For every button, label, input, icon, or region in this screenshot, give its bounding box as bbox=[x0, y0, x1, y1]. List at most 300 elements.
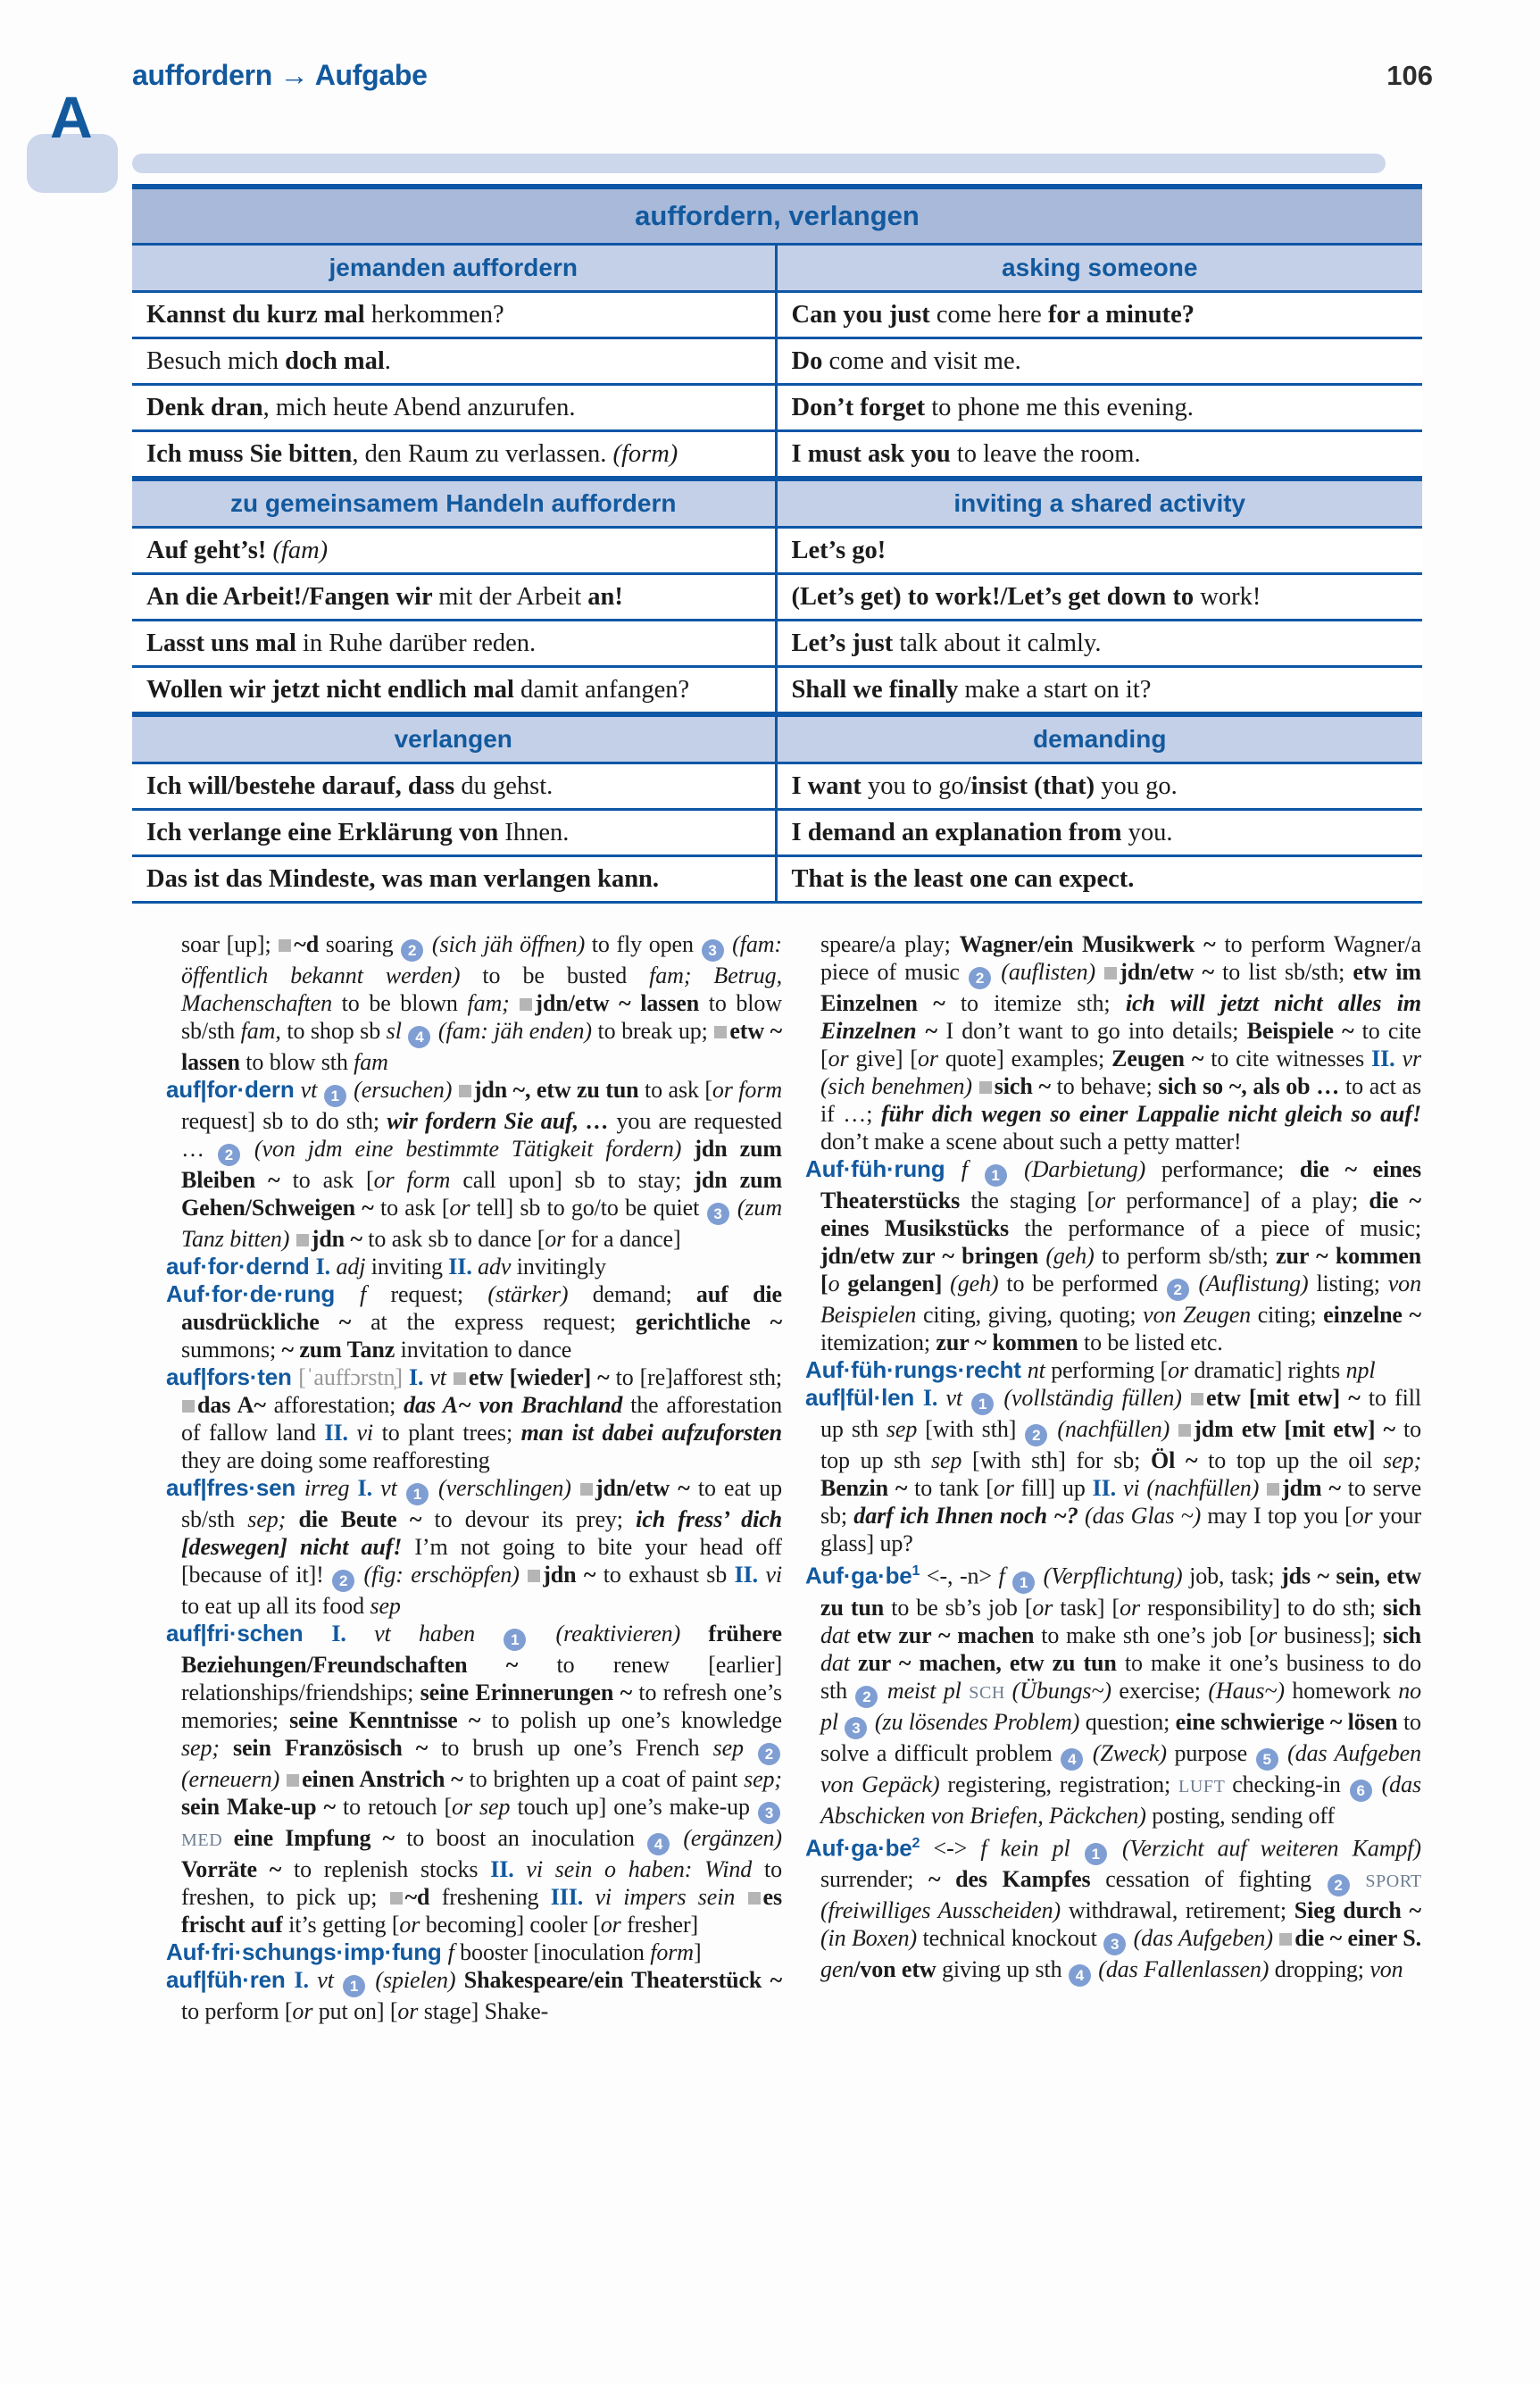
text-run: to behave; bbox=[1056, 1073, 1159, 1099]
text-run: to leave the room. bbox=[956, 440, 1141, 468]
text-run: (Darbietung) bbox=[1008, 1156, 1161, 1182]
text-run: sep bbox=[712, 1735, 757, 1761]
sense-number-badge: 1 bbox=[406, 1483, 429, 1505]
text-run: to perform [ bbox=[181, 1998, 293, 2024]
text-run: (das Abschicken von Briefen, Päckchen) bbox=[820, 1771, 1421, 1829]
text-run: Ich verlange eine Erklärung von bbox=[146, 819, 505, 846]
text-run: vt haben bbox=[374, 1621, 504, 1646]
collocation-square-icon bbox=[748, 1892, 761, 1905]
text-run: etw ~ lassen bbox=[181, 1018, 782, 1075]
text-run: talk about it calmly. bbox=[899, 629, 1102, 657]
text-run: becoming] cooler [ bbox=[425, 1912, 601, 1938]
text-run: jdm etw [mit etw] ~ bbox=[1194, 1416, 1403, 1442]
text-run: vi sein o haben: Wind bbox=[526, 1856, 764, 1882]
text-run: call upon] sb to stay; bbox=[462, 1167, 695, 1193]
text-run: (Zweck) bbox=[1085, 1739, 1175, 1766]
text-run: posting, sending off bbox=[1152, 1802, 1336, 1829]
text-run: performing [ bbox=[1051, 1357, 1169, 1383]
text-run: MED bbox=[181, 1830, 234, 1850]
text-run: I. bbox=[922, 1385, 946, 1411]
text-run: etw im Einzelnen ~ bbox=[820, 959, 1421, 1016]
text-run: III. bbox=[550, 1884, 595, 1910]
text-run: surrender; bbox=[820, 1866, 929, 1893]
text-run: stage] Shake- bbox=[423, 1998, 549, 2024]
text-run: to break up; bbox=[597, 1018, 714, 1044]
text-run: the afforestation of fallow land bbox=[181, 1392, 782, 1446]
text-run: vt bbox=[945, 1385, 971, 1411]
text-run: <-, -n> bbox=[920, 1563, 999, 1589]
text-run: Beispiele ~ bbox=[1246, 1018, 1362, 1044]
text-run: performance] of a play; bbox=[1126, 1188, 1369, 1213]
text-run: Auf geht’s! bbox=[146, 537, 273, 564]
text-run: sep bbox=[930, 1447, 973, 1473]
running-head-words: auffordern → Aufgabe bbox=[132, 59, 428, 91]
table-cell-de bbox=[132, 575, 778, 619]
text-run: Benzin ~ bbox=[820, 1475, 915, 1501]
text-run: freshening bbox=[441, 1884, 551, 1910]
text-run: to replenish stocks bbox=[293, 1856, 491, 1882]
text-run: (vollständig füllen) bbox=[995, 1385, 1190, 1411]
text-run: request] sb to do sth; bbox=[181, 1108, 387, 1134]
table-title: auffordern, verlangen bbox=[132, 189, 1422, 243]
sense-number-badge: 3 bbox=[845, 1717, 867, 1739]
text-run: soaring bbox=[325, 931, 401, 957]
text-run: to phone me this evening. bbox=[931, 394, 1194, 421]
text-run: make a start on it? bbox=[964, 676, 1152, 704]
collocation-square-icon bbox=[979, 1081, 992, 1094]
text-run: Auf·for·de·rung bbox=[166, 1280, 361, 1307]
table-body bbox=[132, 243, 1422, 904]
text-run: II. bbox=[734, 1562, 766, 1588]
page-number: 106 bbox=[1386, 60, 1433, 91]
text-run: adv bbox=[478, 1254, 517, 1280]
text-run: (geh) bbox=[950, 1271, 1007, 1296]
text-run: eine schwierige ~ lösen bbox=[1175, 1708, 1403, 1735]
text-run: Auf·ga·be bbox=[805, 1834, 912, 1862]
dictionary-entry bbox=[805, 1155, 1421, 1356]
text-run: (Übungs~) bbox=[1011, 1677, 1120, 1704]
text-run: to be blown bbox=[341, 990, 468, 1016]
text-run: die ~ einer S. bbox=[1294, 1925, 1421, 1952]
text-run: summons; bbox=[181, 1337, 282, 1363]
text-run: to shop sb bbox=[287, 1018, 387, 1044]
text-run: or bbox=[828, 1046, 856, 1071]
text-run: Shall we finally bbox=[791, 676, 965, 704]
text-run: jdn/etw ~ lassen bbox=[535, 990, 709, 1016]
text-run: auf die ausdrückliche ~ bbox=[181, 1281, 782, 1335]
sense-number-badge: 6 bbox=[1350, 1780, 1372, 1802]
text-run: touch up] one’s make-up bbox=[517, 1794, 758, 1820]
text-run: /von etw bbox=[853, 1956, 943, 1983]
text-run: to be busted bbox=[482, 963, 650, 988]
text-run: [with sth] for sb; bbox=[972, 1447, 1151, 1473]
text-run: auf|for·dern bbox=[166, 1076, 301, 1103]
dictionary-entry bbox=[166, 1966, 782, 2025]
text-run: to devour its prey; bbox=[434, 1506, 637, 1532]
text-run: registering, registration; bbox=[947, 1771, 1179, 1797]
text-run: give] [ bbox=[855, 1046, 918, 1071]
text-run: jdm ~ bbox=[1282, 1475, 1348, 1501]
text-run: sein Make-up ~ bbox=[181, 1794, 344, 1820]
text-run: vi (nachfüllen) bbox=[1122, 1475, 1267, 1501]
text-run: adj bbox=[336, 1254, 371, 1280]
text-run: cessation of fighting bbox=[1105, 1866, 1327, 1893]
text-run: technical knockout bbox=[922, 1925, 1103, 1952]
text-run: Zeugen ~ bbox=[1111, 1046, 1211, 1071]
text-run: f bbox=[360, 1281, 391, 1307]
text-run: to solve a difficult problem bbox=[820, 1708, 1421, 1766]
table-cell-en bbox=[778, 339, 1423, 383]
text-run: npl bbox=[1345, 1357, 1376, 1383]
text-run: einzelne ~ bbox=[1323, 1302, 1421, 1328]
text-run: sich ~ bbox=[994, 1073, 1057, 1099]
section-header-de: jemanden auffordern bbox=[132, 246, 778, 290]
text-run: to top up the oil bbox=[1208, 1447, 1384, 1473]
text-run: irreg bbox=[304, 1475, 358, 1501]
text-run: in Ruhe darüber reden. bbox=[303, 629, 537, 657]
text-run: for a dance] bbox=[570, 1226, 681, 1252]
text-run: itemization; bbox=[820, 1330, 936, 1355]
text-run: to make it one’s business to do sth bbox=[820, 1649, 1421, 1704]
text-run: ich fress’ dich [deswegen] nicht auf! bbox=[181, 1506, 782, 1560]
table-cell-en bbox=[778, 764, 1423, 808]
text-run: (auflisten) bbox=[993, 959, 1104, 985]
section-header-de: verlangen bbox=[132, 717, 778, 762]
text-run: to brush up one’s French bbox=[441, 1735, 713, 1761]
text-run: may I top you [ bbox=[1207, 1503, 1353, 1529]
table-cell-de bbox=[132, 857, 778, 901]
table-cell-en bbox=[778, 811, 1423, 854]
text-run: f bbox=[998, 1563, 1012, 1589]
dictionary-entry bbox=[805, 1384, 1421, 1557]
table-row bbox=[132, 811, 1422, 857]
text-run: (fam: jäh enden) bbox=[432, 1018, 598, 1044]
text-run: Ich muss Sie bitten bbox=[146, 440, 353, 468]
text-run: jds ~ sein, etw zu tun bbox=[820, 1563, 1421, 1621]
text-run: citing; bbox=[1257, 1302, 1324, 1328]
text-run: to exhaust sb bbox=[603, 1562, 735, 1588]
collocation-square-icon bbox=[580, 1483, 593, 1496]
text-run: II. bbox=[1092, 1475, 1123, 1501]
text-run: put on] [ bbox=[318, 1998, 398, 2024]
text-run: (ersuchen) bbox=[347, 1077, 458, 1103]
text-run: That is the least one can expect. bbox=[791, 865, 1135, 893]
text-run: sep; bbox=[1383, 1447, 1421, 1473]
text-run: responsibility] to do sth; bbox=[1147, 1594, 1384, 1621]
sense-number-badge: 2 bbox=[969, 967, 991, 989]
text-run: or bbox=[292, 1998, 319, 2024]
sense-number-badge: 2 bbox=[218, 1144, 240, 1166]
text-run: jdn/etw ~ bbox=[1120, 959, 1223, 985]
text-run: Besuch mich bbox=[146, 347, 286, 375]
text-run: or bbox=[1352, 1503, 1379, 1529]
text-run: request; bbox=[390, 1281, 488, 1307]
text-run: Let’s just bbox=[791, 629, 900, 657]
text-run: frühere Beziehungen/Freundschaften ~ bbox=[181, 1621, 782, 1678]
text-run: ich will jetzt nicht alles im Einzelnen ~ bbox=[820, 990, 1421, 1044]
text-run: (verschlingen) bbox=[429, 1475, 579, 1501]
text-run: gen bbox=[820, 1956, 854, 1983]
text-run: to cite [ bbox=[820, 1018, 1421, 1071]
text-run: (form) bbox=[612, 440, 678, 468]
text-run: (erneuern) bbox=[181, 1766, 287, 1792]
text-run: die ~ eines Musikstücks bbox=[820, 1188, 1421, 1241]
dict-column-left bbox=[166, 930, 782, 2223]
text-run: o bbox=[828, 1271, 848, 1296]
text-run: Ich will/bestehe darauf, dass bbox=[146, 772, 462, 800]
text-run: gelangen] bbox=[847, 1271, 951, 1296]
text-run: for a minute? bbox=[1047, 301, 1195, 329]
text-run: to ask [ bbox=[379, 1195, 450, 1221]
text-run: Auf·füh·rung bbox=[805, 1155, 961, 1182]
text-run: auf|fres·sen bbox=[166, 1474, 304, 1501]
text-run: inviting bbox=[370, 1254, 449, 1280]
text-run: I. bbox=[315, 1254, 337, 1280]
collocation-square-icon bbox=[1104, 967, 1117, 979]
table-row bbox=[132, 621, 1422, 668]
text-run: to polish up one’s knowledge bbox=[491, 1707, 782, 1733]
collocation-square-icon bbox=[528, 1570, 540, 1582]
collocation-square-icon bbox=[459, 1085, 471, 1097]
text-run: to fill up sth bbox=[820, 1385, 1421, 1442]
collocation-square-icon bbox=[1178, 1424, 1191, 1437]
collocation-square-icon bbox=[1191, 1393, 1203, 1405]
text-run: Ihnen. bbox=[504, 819, 570, 846]
text-run: to top up sth bbox=[820, 1416, 1421, 1473]
dictionary-entry bbox=[166, 1076, 782, 1253]
text-run: Sieg durch ~ bbox=[1294, 1897, 1421, 1924]
table-cell-en bbox=[778, 575, 1423, 619]
text-run: don’t make a scene about such a petty matter! bbox=[820, 1129, 1242, 1154]
header-rule-bar bbox=[132, 154, 1386, 173]
text-run: I demand an explanation from bbox=[791, 819, 1128, 846]
table-cell-en bbox=[778, 857, 1423, 901]
text-run: you to go/ bbox=[868, 772, 971, 800]
text-run: (fam: öffentlich bekannt werden) bbox=[181, 931, 782, 988]
text-run: to be sb’s job [ bbox=[891, 1594, 1033, 1621]
text-run: Denk dran bbox=[146, 394, 263, 421]
sense-number-badge: 1 bbox=[1012, 1571, 1035, 1594]
text-run: [with sth] bbox=[925, 1416, 1025, 1442]
text-run: auf|fors·ten bbox=[166, 1363, 299, 1390]
text-run: task] [ bbox=[1060, 1594, 1120, 1621]
text-run: einen Anstrich ~ bbox=[302, 1766, 470, 1792]
text-run: vr (sich benehmen) bbox=[820, 1046, 1421, 1099]
text-run: (stärker) bbox=[487, 1281, 593, 1307]
letter-tab-label: A bbox=[50, 84, 93, 150]
dictionary-entry bbox=[166, 1938, 782, 1966]
text-run: soar [up]; bbox=[181, 931, 279, 957]
text-run: An die Arbeit!/Fangen wir bbox=[146, 583, 439, 611]
sense-number-badge: 4 bbox=[1061, 1748, 1083, 1771]
table-row bbox=[132, 857, 1422, 904]
text-run: zur ~ machen, etw zu tun bbox=[858, 1649, 1125, 1676]
sense-number-badge: 2 bbox=[1025, 1424, 1047, 1446]
text-run: jdn ~ bbox=[311, 1226, 369, 1252]
text-run: vi impers sein bbox=[595, 1884, 747, 1910]
text-run: Kannst du kurz mal bbox=[146, 301, 371, 329]
table-cell-en bbox=[778, 386, 1423, 429]
usage-examples-table bbox=[132, 184, 1422, 904]
text-run: II. bbox=[324, 1420, 357, 1446]
text-run: vt bbox=[317, 1967, 343, 1993]
text-run: to blow sb/sth bbox=[181, 990, 782, 1044]
text-run: sl bbox=[386, 1018, 408, 1044]
text-run: gerichtliche ~ bbox=[635, 1309, 782, 1335]
text-run: to plant trees; bbox=[381, 1420, 521, 1446]
text-run: etw zur ~ machen bbox=[856, 1621, 1042, 1648]
text-run: etw [wieder] ~ bbox=[468, 1364, 616, 1390]
text-run: to eat up sb/sth bbox=[181, 1475, 782, 1532]
collocation-square-icon bbox=[287, 1774, 299, 1787]
sense-number-badge: 4 bbox=[647, 1833, 670, 1855]
table-row bbox=[132, 668, 1422, 714]
text-run: invitation to dance bbox=[400, 1337, 572, 1363]
table-cell-de bbox=[132, 339, 778, 383]
table-row bbox=[132, 293, 1422, 339]
text-run: to ask sb to dance [ bbox=[368, 1226, 545, 1252]
text-run: von bbox=[1369, 1956, 1403, 1983]
text-run: giving up sth bbox=[942, 1956, 1068, 1983]
text-run: or bbox=[1256, 1621, 1285, 1648]
text-run: ] bbox=[693, 1939, 702, 1965]
text-run: ~ zum Tanz bbox=[281, 1337, 401, 1363]
text-run: to cite witnesses bbox=[1211, 1046, 1372, 1071]
text-run: es frischt auf bbox=[181, 1884, 782, 1938]
text-run: Don’t forget bbox=[791, 394, 932, 421]
text-run: Do bbox=[791, 347, 829, 375]
text-run: to ask [ bbox=[645, 1077, 712, 1103]
sense-number-badge: 3 bbox=[707, 1203, 729, 1225]
sense-number-badge: 2 bbox=[1167, 1279, 1189, 1301]
table-cell-en bbox=[778, 668, 1423, 712]
text-run: to serve sb; bbox=[820, 1475, 1421, 1529]
text-run: sep bbox=[886, 1416, 926, 1442]
sense-number-badge: 3 bbox=[1103, 1933, 1126, 1955]
collocation-square-icon bbox=[1267, 1483, 1279, 1496]
text-run: Let’s go! bbox=[791, 537, 887, 564]
text-run: dramatic] rights bbox=[1194, 1357, 1346, 1383]
text-run: (ergänzen) bbox=[671, 1825, 782, 1851]
text-run: to freshen, to pick up; bbox=[181, 1856, 782, 1910]
text-run: performance; bbox=[1161, 1156, 1300, 1182]
table-row bbox=[132, 386, 1422, 432]
text-run: die ~ eines Theaterstücks bbox=[820, 1156, 1421, 1213]
table-cell-de bbox=[132, 293, 778, 337]
sense-number-badge: 2 bbox=[1328, 1874, 1350, 1896]
table-cell-de bbox=[132, 811, 778, 854]
text-run: f bbox=[447, 1939, 461, 1965]
sense-number-badge: 3 bbox=[702, 939, 724, 962]
text-run: or bbox=[600, 1912, 628, 1938]
dictionary-entry bbox=[166, 1280, 782, 1363]
text-run: checking-in bbox=[1232, 1771, 1349, 1797]
table-cell-en bbox=[778, 621, 1423, 665]
text-run: dropping; bbox=[1274, 1956, 1370, 1983]
text-run: Shakespeare/ein Theaterstück ~ bbox=[463, 1967, 782, 1993]
text-run: to be performed bbox=[1006, 1271, 1166, 1296]
table-cell-de bbox=[132, 764, 778, 808]
table-cell-de bbox=[132, 529, 778, 572]
text-run: (Verpflichtung) bbox=[1036, 1563, 1190, 1589]
text-run: your glass] up? bbox=[820, 1503, 1421, 1556]
text-run: führ dich wegen so einer Lappalie nicht gleich so auf! bbox=[880, 1101, 1421, 1127]
text-run: jdn/etw ~ bbox=[595, 1475, 698, 1501]
text-run: das A~ bbox=[197, 1392, 274, 1418]
table-section-header bbox=[132, 714, 1422, 764]
text-run: 2 bbox=[912, 1834, 920, 1851]
text-run: (Auflistung) bbox=[1190, 1271, 1317, 1296]
text-run: sep; bbox=[247, 1506, 299, 1532]
text-run: fam; Betrug, Machenschaften bbox=[181, 963, 782, 1016]
text-run: II. bbox=[1371, 1046, 1403, 1071]
text-run: form bbox=[650, 1939, 694, 1965]
text-run: sein Französisch ~ bbox=[232, 1735, 442, 1761]
dictionary-entry bbox=[166, 1363, 782, 1474]
text-run: Öl ~ bbox=[1151, 1447, 1209, 1473]
text-run: ~ des Kampfes bbox=[928, 1866, 1106, 1893]
text-run: (das Aufgeben) bbox=[1128, 1925, 1279, 1952]
text-run: auf|fül·len bbox=[805, 1384, 923, 1411]
text-run: [ˈauffɔrstn̩] bbox=[298, 1364, 409, 1390]
sense-number-badge: 3 bbox=[758, 1802, 780, 1824]
text-run: Auf·ga·be bbox=[805, 1562, 912, 1589]
text-run: I. bbox=[408, 1364, 430, 1390]
text-run: to tank [ bbox=[914, 1475, 994, 1501]
text-run: to perform sb/sth; bbox=[1101, 1243, 1277, 1269]
text-run: to boost an inoculation bbox=[406, 1825, 647, 1851]
text-run: or bbox=[397, 1998, 424, 2024]
dictionary-text bbox=[166, 930, 1421, 2223]
text-run: die Beute ~ bbox=[298, 1506, 435, 1532]
text-run: or bbox=[1120, 1594, 1148, 1621]
text-run: vt bbox=[380, 1475, 405, 1501]
text-run: to be listed etc. bbox=[1083, 1330, 1223, 1355]
text-run: (das Glas ~) bbox=[1085, 1503, 1208, 1529]
text-run: Can you just bbox=[791, 301, 936, 329]
text-run: (geh) bbox=[1045, 1243, 1102, 1269]
text-run: (das Fallenlassen) bbox=[1092, 1956, 1275, 1983]
collocation-square-icon bbox=[1279, 1933, 1292, 1946]
text-run: business]; bbox=[1284, 1621, 1384, 1648]
text-run: Auf·fri·schungs·imp·fung bbox=[166, 1938, 448, 1965]
text-run: I don’t want to go into details; bbox=[945, 1018, 1247, 1044]
text-run: ~d bbox=[404, 1884, 442, 1910]
text-run: jdn ~ bbox=[543, 1562, 604, 1588]
text-run: or bbox=[399, 1912, 426, 1938]
sense-number-badge: 2 bbox=[855, 1686, 878, 1708]
text-run: to make sth one’s job [ bbox=[1041, 1621, 1257, 1648]
text-run: tell] sb to go/to be quiet bbox=[476, 1195, 706, 1221]
text-run: purpose bbox=[1174, 1739, 1255, 1766]
text-run: you. bbox=[1128, 819, 1173, 846]
sense-number-badge: 5 bbox=[1256, 1748, 1278, 1771]
text-run: sich bbox=[1383, 1621, 1421, 1648]
sense-number-badge: 2 bbox=[401, 939, 423, 962]
collocation-square-icon bbox=[454, 1372, 466, 1385]
text-run: mit der Arbeit bbox=[438, 583, 588, 611]
text-run: or bbox=[449, 1195, 477, 1221]
text-run: Auf·füh·rungs·recht bbox=[805, 1356, 1028, 1383]
text-run: or form bbox=[712, 1077, 783, 1103]
text-run: I. bbox=[357, 1475, 381, 1501]
text-run: 1 bbox=[912, 1563, 920, 1579]
table-row bbox=[132, 529, 1422, 575]
text-run: zur ~ kommen [ bbox=[820, 1243, 1421, 1296]
text-run: it’s getting [ bbox=[288, 1912, 400, 1938]
text-run: sich so ~, als ob … bbox=[1158, 1073, 1345, 1099]
table-section-header bbox=[132, 243, 1422, 293]
